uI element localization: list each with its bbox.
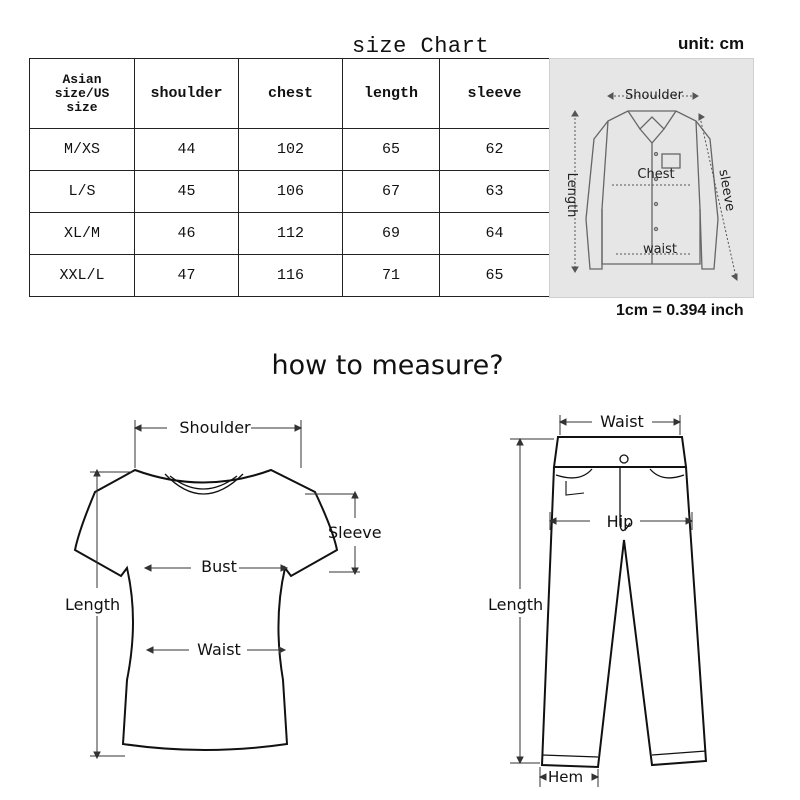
shirt-shoulder-label: Shoulder (625, 88, 683, 103)
table-cell: XL/M (30, 213, 135, 255)
table-cell: 64 (440, 213, 550, 255)
table-cell: M/XS (30, 129, 135, 171)
table-cell: 67 (343, 171, 440, 213)
table-cell: 69 (343, 213, 440, 255)
pants-length-label: Length (488, 595, 544, 614)
tshirt-sleeve-label: Sleeve (328, 523, 382, 542)
table-cell: 45 (135, 171, 239, 213)
table-cell: 62 (440, 129, 550, 171)
table-cell: 71 (343, 255, 440, 297)
header-line: Asian (62, 71, 102, 87)
table-row (30, 255, 550, 297)
tshirt-length-label: Length (65, 595, 121, 614)
shirt-waist-label: waist (642, 242, 678, 257)
table-cell: 47 (135, 255, 239, 297)
how-to-measure-heading: how to measure? (271, 350, 504, 381)
table-cell: 63 (440, 171, 550, 213)
tshirt-bust-label: Bust (201, 557, 237, 576)
column-header-size (30, 59, 135, 129)
table-header-row (30, 59, 550, 129)
pants-hip-label: Hip (606, 512, 634, 531)
shirt-sleeve-label: sleeve (715, 168, 738, 213)
tshirt-waist-label: Waist (197, 640, 241, 659)
table-cell: 112 (239, 213, 343, 255)
shirt-diagram-panel (549, 58, 754, 298)
table-cell: L/S (30, 171, 135, 213)
table-cell: 116 (239, 255, 343, 297)
table-cell: XXL/L (30, 255, 135, 297)
table-row (30, 129, 550, 171)
table-cell: 44 (135, 129, 239, 171)
unit-label: unit: cm (678, 34, 745, 53)
column-header-shoulder: shoulder (135, 59, 239, 129)
shirt-length-label: Length (564, 172, 579, 218)
table-cell: 102 (239, 129, 343, 171)
pants-diagram (480, 405, 720, 790)
conversion-note: 1cm = 0.394 inch (616, 302, 744, 319)
size-chart-title: size Chart (352, 34, 490, 59)
table-row (30, 213, 550, 255)
header-line: size (66, 99, 98, 115)
pants-hem-label: Hem (548, 768, 584, 786)
header-line: size/US (54, 85, 110, 101)
table-cell: 65 (440, 255, 550, 297)
pants-waist-label: Waist (600, 412, 644, 431)
table-cell: 106 (239, 171, 343, 213)
size-table (29, 58, 550, 297)
table-row (30, 171, 550, 213)
column-header-length: length (343, 59, 440, 129)
shirt-diagram (550, 59, 753, 297)
column-header-chest: chest (239, 59, 343, 129)
tshirt-shoulder-label: Shoulder (179, 418, 251, 437)
table-cell: 46 (135, 213, 239, 255)
shirt-chest-label: Chest (637, 167, 675, 182)
tshirt-diagram (55, 410, 395, 770)
column-header-sleeve: sleeve (440, 59, 550, 129)
table-cell: 65 (343, 129, 440, 171)
